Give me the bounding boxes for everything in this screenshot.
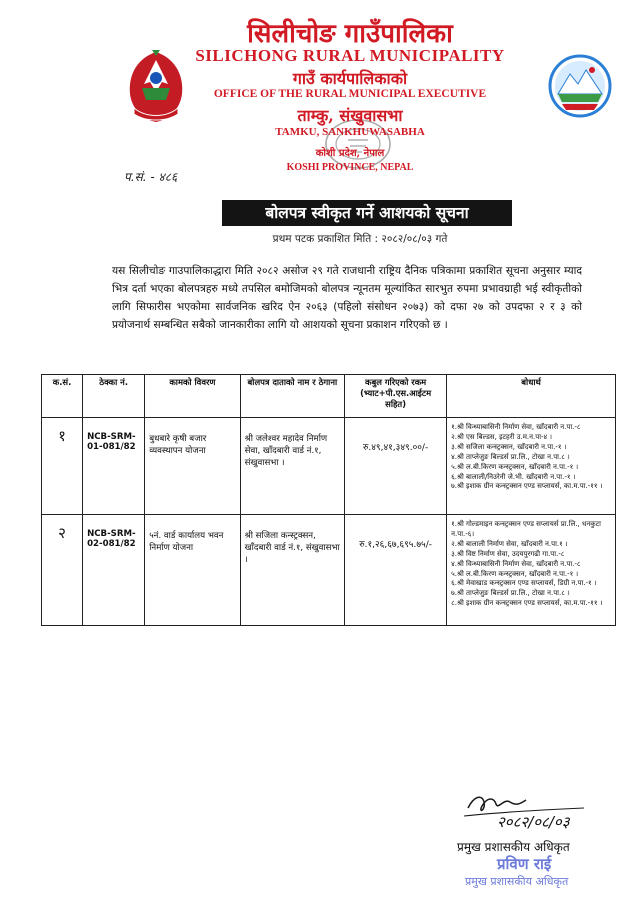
header-amount: कबुल गरिएको रकम (भ्याट+पी.एस.आईटम सहित) [345,375,447,418]
reference-number: प.सं. - ४८६ [124,170,178,184]
evaluation-item: ४.श्री ताप्लेजुङ बिल्डर्स प्रा.लि., टोखा न.पा.८ । [451,452,570,461]
tender-table [41,374,616,626]
province-np: कोशी प्रदेश, नेपाल [315,148,385,159]
row-contract: NCB-SRM-02-081/82 [83,515,145,626]
evaluation-item: १.श्री विन्ध्याबासिनी निर्माण सेवा, खाँदबारी न.पा.-८ [451,423,581,431]
signature-date: २०८२/०८/०३ [497,813,570,831]
office-name-np: गाउँ कार्यपालिकाको [292,69,408,88]
evaluation-item: १.श्री गोल्डमाइन कन्स्ट्रक्सन एण्ड सप्लायर्स प्रा.लि., धनकुटा [451,520,601,528]
evaluation-item: ७.श्री ताप्लेजुङ बिल्डर्स प्रा.लि., टोखा न.पा.८ । [451,589,570,598]
notice-paragraph: यस सिलीचोङ गाउपालिकाद्धारा मिति २०८२ असोज २९ गते राजधानी राष्ट्रिय दैनिक पत्रिकामा प्रकाशित सूचना अनुसार म्याद भित्र दर्ता भएका बोलपत्रहरु मध्ये तपसिल बमोजिमको बोलपत्र न्यूनतम मूल्यांकित सारभुत रुपमा प्रभावग्राही भई स्वीकृतीको लागि सिफारीस भएकोमा सार्वजनिक खरिद ऐन २०६३ (पहिलो संसोधन २०७३) को दफा २७ को उपदफा २ र ३ को प्रयोजनार्थ सम्बन्धित सबैको जानकारीका लागि यो आशयको सूचना प्रकाशन गरिएको छ । [112,265,582,331]
municipality-logo-icon [548,54,612,118]
municipality-name-en: SILICHONG RURAL MUNICIPALITY [195,46,505,65]
evaluation-item: २.श्री एस बिल्डस, इटहरी उ.म.न.पा-४ । [451,432,553,441]
publication-date: प्रथम पटक प्रकाशित मिति : २०८२/०८/०३ गते [272,233,448,245]
evaluation-item: ६.श्री मेवाखाड कन्स्ट्रक्सन एण्ड सप्लायर्स, डिग्री न.पा.-१ । [451,579,597,588]
evaluation-item: न.पा.-६। [451,529,475,538]
evaluation-item: २.श्री बालाली निर्माण सेवा, खाँदबारी न.पा.१ । [451,539,568,548]
address-en: TAMKU, SANKHUWASABHA [275,126,425,138]
row-amount: रु.१,२६,६७,६९५.७५/- [345,515,447,626]
signatory-title: प्रमुख प्रशासकीय अधिकृत [457,840,570,854]
municipality-name-np: सिलीचोङ गाउँपालिका [247,19,453,49]
signatory-designation-stamp: प्रमुख प्रशासकीय अधिकृत [465,875,569,888]
row-sn: २ [42,515,83,626]
header-evaluation: बोधार्थ [447,375,616,418]
row-work: ५नं. वार्ड कार्यालय भवन निर्माण योजना [145,515,240,626]
header-contract: ठेक्का नं. [83,375,145,418]
evaluation-item: ५.श्री ल.बी.किरण कन्स्ट्रक्सन, खाँदबारी न.पा.-१ । [451,462,579,471]
table-row [42,418,616,515]
header-bidder: बोलपत्र दाताको नाम र ठेगाना [240,375,344,418]
office-name-en: OFFICE OF THE RURAL MUNICIPAL EXECUTIVE [213,88,487,100]
evaluation-item: ६.श्री बालाली/निउरेनी जे.भी. खाँदबारी न.पा.-१ । [451,472,576,481]
table-row [42,515,616,626]
evaluation-item: ८.श्री इशाक ग्रीन कन्स्ट्रक्सन एण्ड सप्लायर्स, का.म.पा.-११ । [451,599,603,608]
province-en: KOSHI PROVINCE, NEPAL [286,162,414,173]
evaluation-item: ३.श्री सजिला कन्स्ट्रक्सन, खाँदबारी न.पा.-१ । [451,442,567,451]
row-bidder: श्री जलेश्वर महादेव निर्माण सेवा, खाँदबारी वार्ड नं.१, संखुवासभा । [240,418,344,515]
header-sn: क.सं. [42,375,83,418]
evaluation-item: ४.श्री विन्ध्याबासिनी निर्माण सेवा, खाँदबारी न.पा.-८ [451,559,581,568]
signatory-name-stamp: प्रविण राई [497,855,552,873]
evaluation-item: ३.श्री विष्ट निर्माण सेवा, उदयपुरगढी गा.पा.-८ [451,549,565,558]
row-evaluation [447,418,616,515]
row-evaluation [447,515,616,626]
row-amount: रु.४९,४१,३४९.००/- [345,418,447,515]
address-np: ताम्कु, संखुवासभा [297,106,403,125]
row-contract: NCB-SRM-01-081/82 [83,418,145,515]
table-header-row [42,375,616,418]
header-work: कामको विवरण [145,375,240,418]
row-sn: १ [42,418,83,515]
evaluation-item: ५.श्री ल.बी.किरण कन्स्ट्रक्सन, खाँदबारी न.पा.-१ । [451,569,579,578]
notice-title: बोलपत्र स्वीकृत गर्ने आशयको सूचना [222,200,512,226]
row-bidder: श्री सजिला कन्स्ट्रक्सन, खाँदबारी वार्ड नं.१, संखुवासभा । [240,515,344,626]
row-work: बुधबारे कृषी बजार व्यवस्थापन योजना [145,418,240,515]
evaluation-item: ७.श्री इशाक ग्रीन कन्स्ट्रक्सन एण्ड सप्लायर्स, का.म.पा.-११ । [451,482,603,491]
